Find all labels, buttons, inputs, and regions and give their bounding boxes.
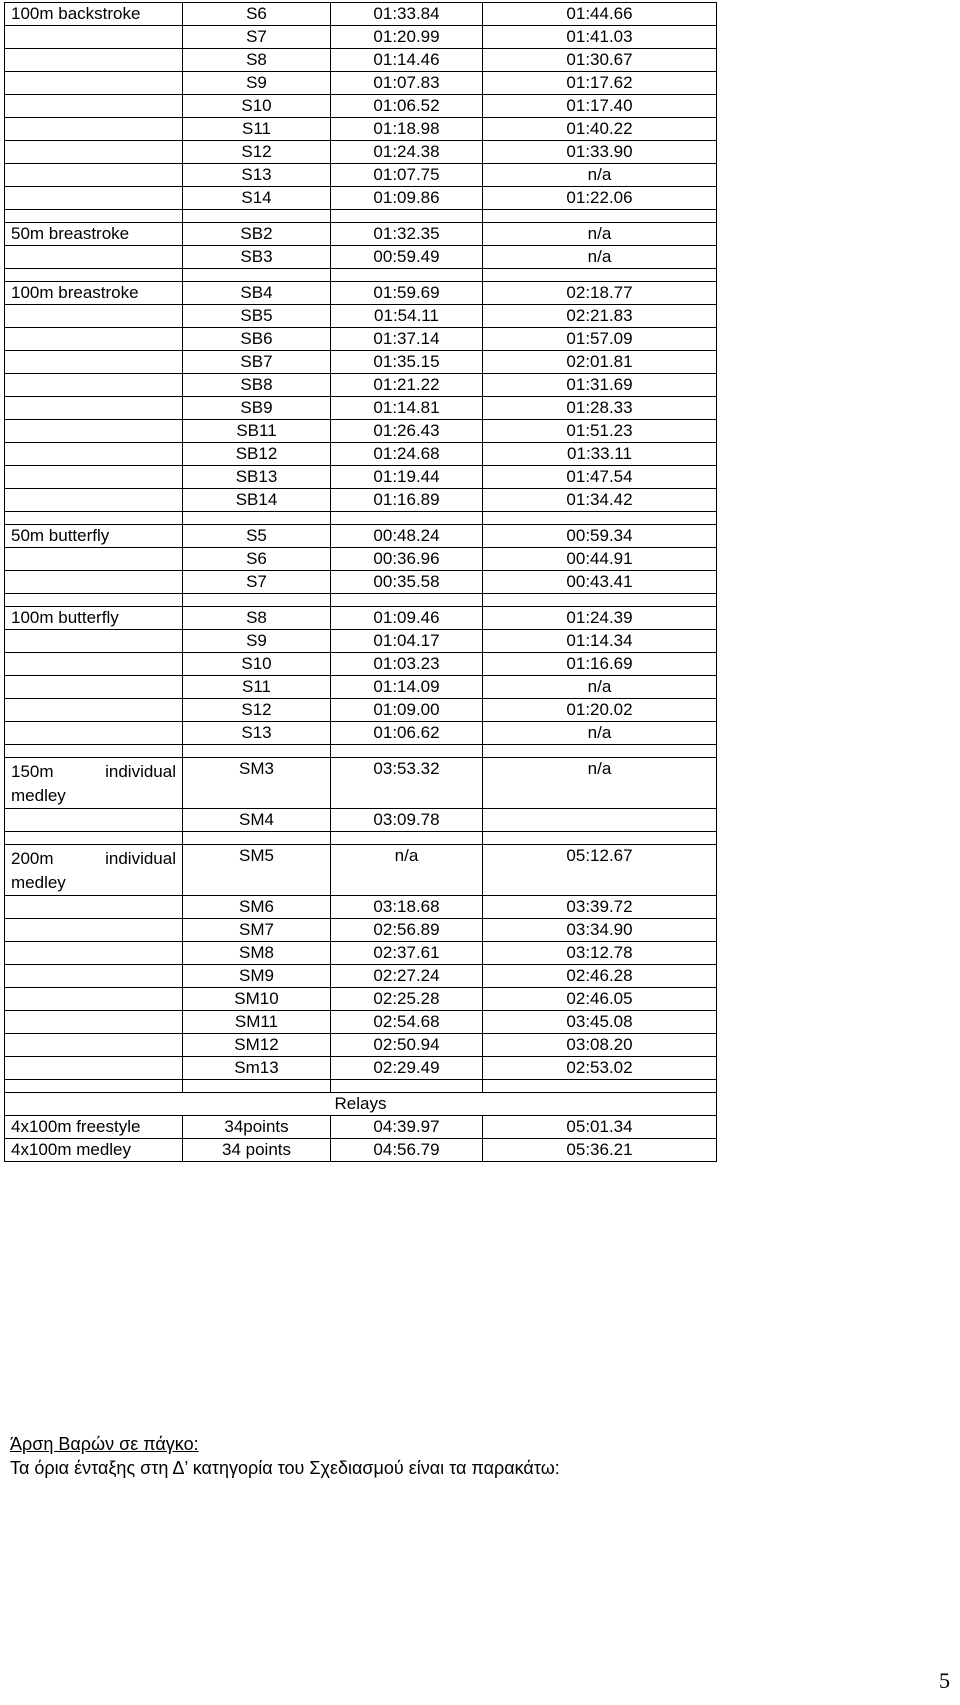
empty-cell: [483, 210, 717, 223]
table-row: [5, 420, 717, 443]
event-cell: [5, 374, 183, 397]
time-1-cell: 01:24.38: [331, 141, 483, 164]
time-2-cell: 01:51.23: [483, 420, 717, 443]
relays-heading: Relays: [5, 1093, 717, 1116]
time-2-cell: 01:44.66: [483, 3, 717, 26]
event-cell: [5, 328, 183, 351]
time-1-cell: 01:24.68: [331, 443, 483, 466]
table-row: [5, 443, 717, 466]
time-1-cell: 00:48.24: [331, 525, 483, 548]
qualifying-times-table-container: [4, 2, 716, 1162]
weightlifting-heading: Άρση Βαρών σε πάγκο:: [10, 1434, 199, 1454]
event-cell: 150m individual medley: [5, 758, 183, 809]
event-cell: 100m butterfly: [5, 607, 183, 630]
time-1-cell: 01:07.83: [331, 72, 483, 95]
table-row: [5, 466, 717, 489]
time-1-cell: 01:54.11: [331, 305, 483, 328]
time-2-cell: n/a: [483, 164, 717, 187]
time-2-cell: 03:12.78: [483, 942, 717, 965]
class-cell: S13: [183, 164, 331, 187]
empty-cell: [331, 1080, 483, 1093]
empty-cell: [331, 745, 483, 758]
table-row: [5, 489, 717, 512]
class-cell: S12: [183, 699, 331, 722]
table-row: [5, 118, 717, 141]
table-row: [5, 3, 717, 26]
class-cell: S7: [183, 571, 331, 594]
empty-cell: [331, 594, 483, 607]
class-cell: S6: [183, 548, 331, 571]
class-cell: SM6: [183, 896, 331, 919]
event-cell: 4x100m medley: [5, 1139, 183, 1162]
empty-cell: [5, 832, 183, 845]
time-2-cell: 01:14.34: [483, 630, 717, 653]
table-row: [5, 965, 717, 988]
time-2-cell: 03:34.90: [483, 919, 717, 942]
class-cell: Sm13: [183, 1057, 331, 1080]
empty-cell: [183, 210, 331, 223]
empty-cell: [331, 269, 483, 282]
time-2-cell: 01:34.42: [483, 489, 717, 512]
event-cell: 4x100m freestyle: [5, 1116, 183, 1139]
class-cell: SB8: [183, 374, 331, 397]
table-row: [5, 1139, 717, 1162]
empty-cell: [331, 832, 483, 845]
class-cell: S9: [183, 630, 331, 653]
time-2-cell: 01:22.06: [483, 187, 717, 210]
spacer-row: [5, 594, 717, 607]
event-cell: [5, 397, 183, 420]
qualifying-times-table: [4, 2, 717, 1162]
event-cell: [5, 548, 183, 571]
time-1-cell: 04:56.79: [331, 1139, 483, 1162]
time-1-cell: 00:36.96: [331, 548, 483, 571]
time-1-cell: 02:27.24: [331, 965, 483, 988]
time-1-cell: 02:29.49: [331, 1057, 483, 1080]
table-row: [5, 845, 717, 896]
empty-cell: [331, 210, 483, 223]
event-cell: [5, 1011, 183, 1034]
event-cell: [5, 49, 183, 72]
spacer-row: [5, 512, 717, 525]
relays-heading-row: [5, 1093, 717, 1116]
empty-cell: [183, 832, 331, 845]
table-row: [5, 1057, 717, 1080]
empty-cell: [483, 832, 717, 845]
time-1-cell: 03:09.78: [331, 809, 483, 832]
table-row: [5, 49, 717, 72]
time-2-cell: n/a: [483, 722, 717, 745]
time-1-cell: 01:21.22: [331, 374, 483, 397]
table-row: [5, 919, 717, 942]
table-row: [5, 548, 717, 571]
table-row: [5, 699, 717, 722]
table-row: [5, 305, 717, 328]
empty-cell: [5, 512, 183, 525]
page-number: 5: [939, 1668, 950, 1693]
event-cell: [5, 988, 183, 1011]
time-1-cell: 02:50.94: [331, 1034, 483, 1057]
class-cell: S10: [183, 653, 331, 676]
time-2-cell: 01:28.33: [483, 397, 717, 420]
class-cell: SB7: [183, 351, 331, 374]
class-cell: SB2: [183, 223, 331, 246]
class-cell: SM3: [183, 758, 331, 809]
spacer-row: [5, 1080, 717, 1093]
time-2-cell: 01:16.69: [483, 653, 717, 676]
table-row: [5, 809, 717, 832]
event-cell: [5, 118, 183, 141]
class-cell: S12: [183, 141, 331, 164]
table-row: [5, 26, 717, 49]
time-2-cell: n/a: [483, 223, 717, 246]
time-2-cell: 01:47.54: [483, 466, 717, 489]
time-1-cell: n/a: [331, 845, 483, 896]
time-2-cell: 05:12.67: [483, 845, 717, 896]
class-cell: S9: [183, 72, 331, 95]
class-cell: SM9: [183, 965, 331, 988]
event-cell: [5, 489, 183, 512]
time-1-cell: 00:59.49: [331, 246, 483, 269]
time-1-cell: 01:06.62: [331, 722, 483, 745]
spacer-row: [5, 745, 717, 758]
event-cell: [5, 809, 183, 832]
table-row: [5, 351, 717, 374]
class-cell: SM7: [183, 919, 331, 942]
time-1-cell: 01:59.69: [331, 282, 483, 305]
time-1-cell: 01:14.09: [331, 676, 483, 699]
table-row: [5, 95, 717, 118]
empty-cell: [5, 1080, 183, 1093]
event-cell: [5, 571, 183, 594]
class-cell: SB14: [183, 489, 331, 512]
class-cell: SM10: [183, 988, 331, 1011]
table-row: [5, 525, 717, 548]
class-cell: SB5: [183, 305, 331, 328]
time-2-cell: [483, 809, 717, 832]
event-cell: [5, 420, 183, 443]
table-row: [5, 164, 717, 187]
table-row: [5, 72, 717, 95]
empty-cell: [183, 1080, 331, 1093]
time-2-cell: 00:43.41: [483, 571, 717, 594]
class-cell: S8: [183, 49, 331, 72]
footer-section: [10, 1432, 560, 1480]
time-1-cell: 01:03.23: [331, 653, 483, 676]
table-row: [5, 282, 717, 305]
class-cell: SB13: [183, 466, 331, 489]
event-cell: [5, 246, 183, 269]
time-2-cell: 02:46.05: [483, 988, 717, 1011]
event-cell: [5, 466, 183, 489]
empty-cell: [183, 594, 331, 607]
time-1-cell: 01:07.75: [331, 164, 483, 187]
table-body: [5, 3, 717, 1162]
class-cell: SM8: [183, 942, 331, 965]
time-1-cell: 01:09.86: [331, 187, 483, 210]
table-row: [5, 1034, 717, 1057]
time-2-cell: 02:18.77: [483, 282, 717, 305]
table-row: [5, 896, 717, 919]
table-row: [5, 722, 717, 745]
table-row: [5, 223, 717, 246]
time-1-cell: 01:09.46: [331, 607, 483, 630]
table-row: [5, 988, 717, 1011]
class-cell: SB12: [183, 443, 331, 466]
table-row: [5, 1011, 717, 1034]
time-2-cell: 01:31.69: [483, 374, 717, 397]
class-cell: SB11: [183, 420, 331, 443]
time-1-cell: 01:09.00: [331, 699, 483, 722]
time-2-cell: 01:33.90: [483, 141, 717, 164]
time-2-cell: n/a: [483, 246, 717, 269]
time-1-cell: 01:35.15: [331, 351, 483, 374]
time-1-cell: 01:18.98: [331, 118, 483, 141]
time-1-cell: 03:53.32: [331, 758, 483, 809]
event-cell: [5, 896, 183, 919]
time-2-cell: 02:53.02: [483, 1057, 717, 1080]
event-cell: [5, 722, 183, 745]
table-row: [5, 571, 717, 594]
event-cell: 100m breastroke: [5, 282, 183, 305]
class-cell: SB9: [183, 397, 331, 420]
empty-cell: [331, 512, 483, 525]
class-cell: S13: [183, 722, 331, 745]
empty-cell: [5, 269, 183, 282]
class-cell: S14: [183, 187, 331, 210]
time-1-cell: 01:37.14: [331, 328, 483, 351]
time-1-cell: 01:33.84: [331, 3, 483, 26]
empty-cell: [5, 745, 183, 758]
table-row: [5, 653, 717, 676]
event-cell: [5, 26, 183, 49]
class-cell: 34points: [183, 1116, 331, 1139]
event-cell: [5, 965, 183, 988]
time-2-cell: n/a: [483, 758, 717, 809]
time-2-cell: 05:36.21: [483, 1139, 717, 1162]
event-cell: [5, 630, 183, 653]
empty-cell: [483, 1080, 717, 1093]
event-cell: [5, 653, 183, 676]
empty-cell: [483, 512, 717, 525]
time-1-cell: 02:54.68: [331, 1011, 483, 1034]
empty-cell: [183, 512, 331, 525]
empty-cell: [5, 594, 183, 607]
time-1-cell: 01:06.52: [331, 95, 483, 118]
time-1-cell: 01:04.17: [331, 630, 483, 653]
event-cell: [5, 72, 183, 95]
class-cell: S7: [183, 26, 331, 49]
time-2-cell: n/a: [483, 676, 717, 699]
time-2-cell: 01:24.39: [483, 607, 717, 630]
table-row: [5, 676, 717, 699]
empty-cell: [183, 269, 331, 282]
weightlifting-intro-text: Τα όρια ένταξης στη Δ’ κατηγορία του Σχεδιασμού είναι τα παρακάτω:: [10, 1458, 560, 1478]
empty-cell: [183, 745, 331, 758]
class-cell: SM11: [183, 1011, 331, 1034]
table-row: [5, 374, 717, 397]
time-1-cell: 01:26.43: [331, 420, 483, 443]
time-2-cell: 03:45.08: [483, 1011, 717, 1034]
class-cell: S10: [183, 95, 331, 118]
class-cell: SB4: [183, 282, 331, 305]
time-2-cell: 02:21.83: [483, 305, 717, 328]
event-cell: [5, 1057, 183, 1080]
event-cell: [5, 919, 183, 942]
class-cell: S11: [183, 118, 331, 141]
time-2-cell: 01:33.11: [483, 443, 717, 466]
event-cell: 200m individual medley: [5, 845, 183, 896]
spacer-row: [5, 832, 717, 845]
event-cell: [5, 187, 183, 210]
class-cell: SB6: [183, 328, 331, 351]
event-cell: [5, 351, 183, 374]
event-cell: [5, 95, 183, 118]
table-row: [5, 630, 717, 653]
event-cell: 50m breastroke: [5, 223, 183, 246]
class-cell: S11: [183, 676, 331, 699]
time-1-cell: 03:18.68: [331, 896, 483, 919]
table-row: [5, 758, 717, 809]
class-cell: S6: [183, 3, 331, 26]
time-2-cell: 05:01.34: [483, 1116, 717, 1139]
time-2-cell: 00:44.91: [483, 548, 717, 571]
class-cell: SM12: [183, 1034, 331, 1057]
time-1-cell: 00:35.58: [331, 571, 483, 594]
event-cell: [5, 141, 183, 164]
time-2-cell: 03:08.20: [483, 1034, 717, 1057]
class-cell: S5: [183, 525, 331, 548]
event-cell: [5, 676, 183, 699]
time-1-cell: 01:14.46: [331, 49, 483, 72]
time-2-cell: 01:41.03: [483, 26, 717, 49]
time-2-cell: 01:30.67: [483, 49, 717, 72]
time-2-cell: 01:20.02: [483, 699, 717, 722]
time-2-cell: 01:17.40: [483, 95, 717, 118]
table-row: [5, 328, 717, 351]
table-row: [5, 397, 717, 420]
class-cell: SM4: [183, 809, 331, 832]
empty-cell: [483, 594, 717, 607]
time-1-cell: 01:32.35: [331, 223, 483, 246]
event-cell: [5, 164, 183, 187]
event-cell: [5, 443, 183, 466]
time-2-cell: 01:57.09: [483, 328, 717, 351]
time-1-cell: 01:14.81: [331, 397, 483, 420]
event-cell: [5, 942, 183, 965]
time-1-cell: 01:20.99: [331, 26, 483, 49]
time-1-cell: 01:19.44: [331, 466, 483, 489]
time-1-cell: 02:37.61: [331, 942, 483, 965]
time-2-cell: 02:01.81: [483, 351, 717, 374]
event-cell: 50m butterfly: [5, 525, 183, 548]
table-row: [5, 246, 717, 269]
time-2-cell: 02:46.28: [483, 965, 717, 988]
table-row: [5, 141, 717, 164]
time-2-cell: 01:17.62: [483, 72, 717, 95]
time-1-cell: 02:25.28: [331, 988, 483, 1011]
event-cell: [5, 305, 183, 328]
time-1-cell: 04:39.97: [331, 1116, 483, 1139]
time-2-cell: 00:59.34: [483, 525, 717, 548]
class-cell: S8: [183, 607, 331, 630]
time-2-cell: 03:39.72: [483, 896, 717, 919]
spacer-row: [5, 210, 717, 223]
class-cell: SB3: [183, 246, 331, 269]
table-row: [5, 1116, 717, 1139]
table-row: [5, 187, 717, 210]
event-cell: [5, 1034, 183, 1057]
empty-cell: [483, 745, 717, 758]
table-row: [5, 607, 717, 630]
time-2-cell: 01:40.22: [483, 118, 717, 141]
event-cell: [5, 699, 183, 722]
event-cell: 100m backstroke: [5, 3, 183, 26]
time-1-cell: 02:56.89: [331, 919, 483, 942]
empty-cell: [5, 210, 183, 223]
class-cell: 34 points: [183, 1139, 331, 1162]
table-row: [5, 942, 717, 965]
class-cell: SM5: [183, 845, 331, 896]
empty-cell: [483, 269, 717, 282]
time-1-cell: 01:16.89: [331, 489, 483, 512]
spacer-row: [5, 269, 717, 282]
